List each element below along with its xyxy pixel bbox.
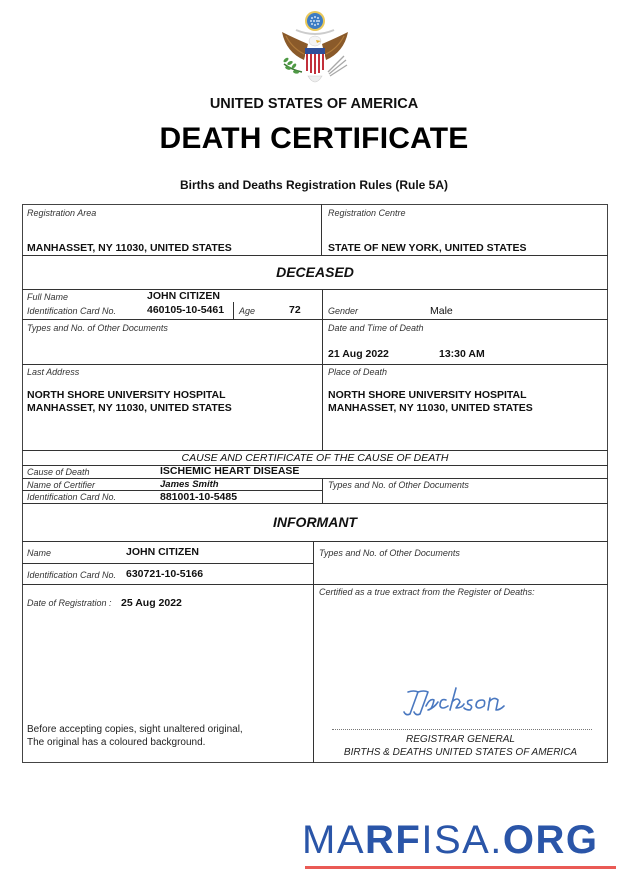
place-of-death-label: Place of Death [328, 367, 388, 377]
certified-extract-label: Certified as a true extract from the Register of Deaths: [319, 587, 535, 597]
divider [22, 450, 608, 451]
registration-date-value: 25 Aug 2022 [121, 597, 182, 609]
last-address-line1: NORTH SHORE UNIVERSITY HOSPITAL [27, 389, 226, 401]
registrar-title: REGISTRAR GENERAL [406, 734, 515, 745]
informant-name-value: JOHN CITIZEN [126, 546, 199, 558]
id-card-label: Identification Card No. [27, 306, 117, 316]
informant-other-documents-label: Types and No. of Other Documents [319, 548, 460, 558]
cause-other-documents-label: Types and No. of Other Documents [328, 480, 469, 490]
cause-of-death-value: ISCHEMIC HEART DISEASE [160, 465, 300, 477]
full-name-value: JOHN CITIZEN [147, 290, 220, 302]
place-of-death-line2: MANHASSET, NY 11030, UNITED STATES [328, 402, 533, 414]
time-of-death-value: 13:30 AM [439, 348, 485, 360]
place-of-death-line1: NORTH SHORE UNIVERSITY HOSPITAL [328, 389, 527, 401]
last-address-line2: MANHASSET, NY 11030, UNITED STATES [27, 402, 232, 414]
age-label: Age [239, 306, 256, 316]
watermark-part: RF [365, 818, 422, 862]
divider [22, 465, 608, 466]
registration-date-label: Date of Registration : [27, 598, 112, 608]
date-time-of-death-label: Date and Time of Death [328, 323, 424, 333]
cause-of-death-label: Cause of Death [27, 467, 90, 477]
divider [322, 478, 323, 503]
watermark-underline [305, 866, 616, 869]
note-line-2: The original has a coloured background. [27, 737, 206, 748]
cause-section-title: CAUSE AND CERTIFICATE OF THE CAUSE OF DEATH [181, 452, 449, 464]
watermark-brand [302, 818, 599, 863]
divider [22, 503, 608, 504]
gender-label: Gender [328, 306, 359, 316]
divider [233, 302, 234, 319]
registration-centre-value: STATE OF NEW YORK, UNITED STATES [328, 242, 527, 254]
divider [22, 364, 608, 365]
informant-section-title: INFORMANT [273, 514, 357, 530]
certifier-value: James Smith [160, 479, 219, 490]
certifier-label: Name of Certifier [27, 480, 96, 490]
divider [22, 255, 608, 256]
divider [22, 541, 608, 542]
last-address-label: Last Address [27, 367, 80, 377]
divider [313, 541, 314, 763]
date-of-death-value: 21 Aug 2022 [328, 348, 389, 360]
registrar-organization: BIRTHS & DEATHS UNITED STATES OF AMERICA [343, 747, 578, 758]
id-card-value: 460105-10-5461 [147, 304, 225, 316]
deceased-section-title: DECEASED [276, 264, 354, 280]
note-line-1: Before accepting copies, sight unaltered original, [27, 724, 243, 735]
other-documents-label: Types and No. of Other Documents [27, 323, 168, 333]
great-seal-icon [274, 8, 356, 90]
document-subtitle: Births and Deaths Registration Rules (Rule 5A) [179, 178, 449, 192]
country-heading: UNITED STATES OF AMERICA [209, 96, 419, 112]
watermark-part: ISA. [421, 818, 503, 862]
certifier-id-value: 881001-10-5485 [160, 491, 238, 503]
signature-line [332, 729, 592, 730]
divider [322, 289, 323, 450]
informant-id-value: 630721-10-5166 [126, 568, 204, 580]
certificate-table [22, 204, 608, 763]
watermark-part: ORG [502, 818, 599, 862]
informant-id-label: Identification Card No. [27, 570, 117, 580]
divider [321, 204, 322, 255]
full-name-label: Full Name [27, 292, 69, 302]
watermark-part: MA [302, 818, 365, 862]
document-title: DEATH CERTIFICATE [159, 122, 469, 155]
divider [22, 319, 608, 320]
signature [400, 684, 525, 719]
registration-area-label: Registration Area [27, 208, 97, 218]
divider [22, 584, 608, 585]
divider [22, 563, 313, 564]
certifier-id-label: Identification Card No. [27, 492, 117, 502]
registration-centre-label: Registration Centre [328, 208, 406, 218]
divider [22, 478, 608, 479]
age-value: 72 [289, 304, 301, 316]
registration-area-value: MANHASSET, NY 11030, UNITED STATES [27, 242, 232, 254]
gender-value: Male [430, 305, 453, 317]
divider [22, 289, 608, 290]
informant-name-label: Name [27, 548, 52, 558]
